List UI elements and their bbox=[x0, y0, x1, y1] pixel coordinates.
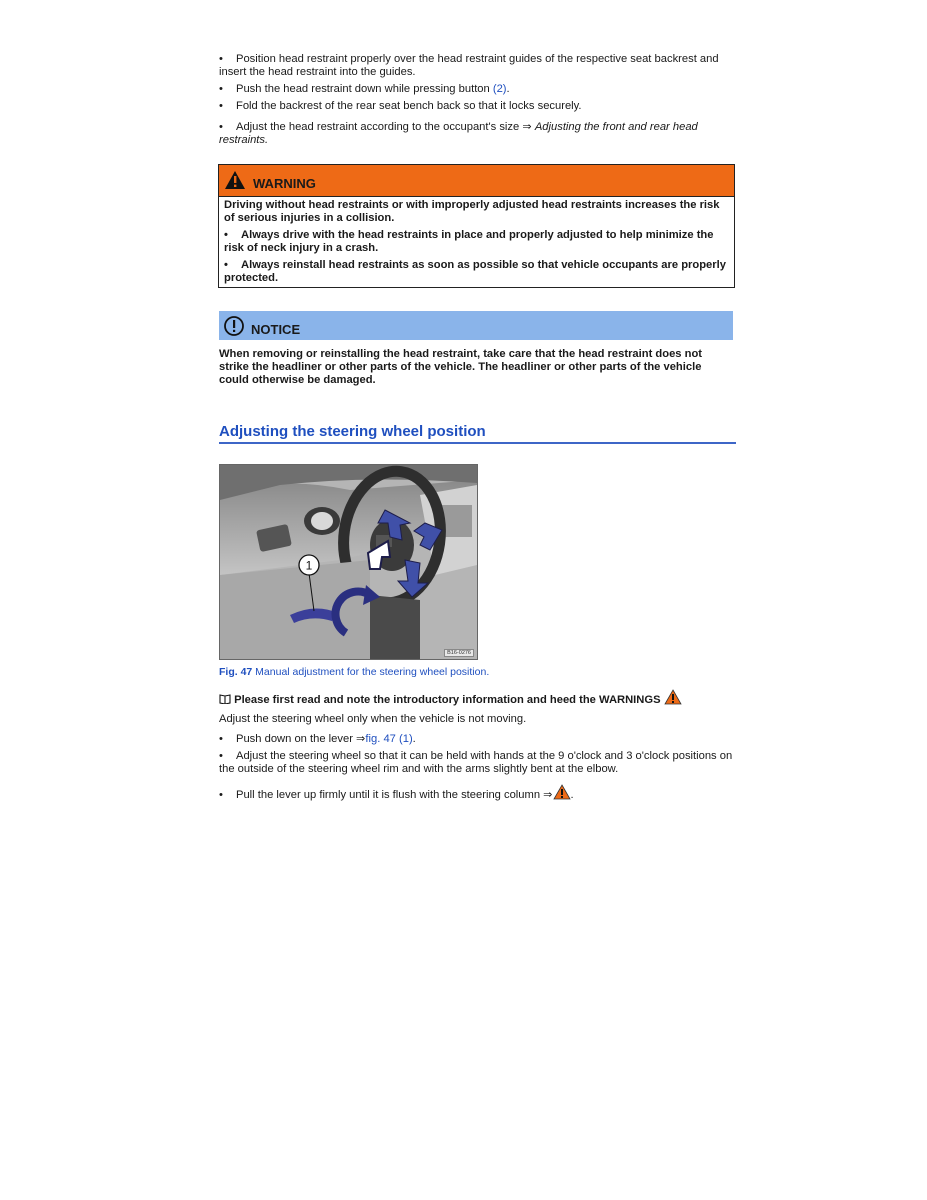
list-item: • Position head restraint properly over the head restraint guides of the respective seat backrest and insert the head restraint into the guides. bbox=[219, 53, 719, 78]
steering-wheel-illustration bbox=[220, 465, 477, 659]
section-heading: Adjusting the steering wheel position bbox=[219, 423, 736, 444]
notice-body bbox=[219, 348, 734, 387]
warning-box bbox=[218, 164, 735, 288]
warning-triangle-icon[interactable] bbox=[553, 784, 571, 800]
notice-header bbox=[219, 311, 733, 340]
intro-read-line bbox=[219, 689, 735, 726]
caption-text: Manual adjustment for the steering wheel position. bbox=[252, 666, 490, 678]
list-item: • Adjust the head restraint according to the occupant's size ⇒ Adjusting the front and rear head restraints. bbox=[219, 121, 698, 146]
figure-code: B16-0276 bbox=[444, 649, 474, 657]
list-item: • Adjust the steering wheel so that it can be held with hands at the 9 o'clock and 3 o'clock positions on the outside of the steering wheel rim and with the arms slightly bent at the elbow. bbox=[219, 750, 733, 775]
warning-item: • Always reinstall head restraints as soon as possible so that vehicle occupants are properly protected. bbox=[224, 259, 726, 284]
restraint-install-steps bbox=[219, 53, 735, 147]
notice-title: NOTICE bbox=[251, 322, 301, 337]
warning-item: • Always drive with the head restraints in place and properly adjusted to help minimize the risk of neck injury in a crash. bbox=[224, 229, 714, 254]
book-icon bbox=[219, 694, 231, 704]
list-item: • Pull the lever up firmly until it is flush with the steering column ⇒ . bbox=[219, 784, 735, 802]
fig-47-link[interactable]: fig. 47 (1) bbox=[365, 733, 413, 745]
warning-title: WARNING bbox=[253, 176, 316, 191]
adjust-restraints-link[interactable]: Adjusting the front and rear head restraints. bbox=[219, 121, 698, 146]
steering-steps bbox=[219, 733, 735, 802]
notice-exclamation-icon bbox=[223, 315, 245, 337]
caption-label: Fig. 47 bbox=[219, 666, 253, 678]
list-item: • Push down on the lever ⇒fig. 47 (1). bbox=[219, 733, 416, 745]
warning-intro: Driving without head restraints or with improperly adjusted head restraints increases the risk of serious injuries in a collision. bbox=[224, 199, 720, 224]
notice-text: When removing or reinstalling the head restraint, take care that the head restraint does not strike the headliner or other parts of the vehicle. The headliner or other parts of the vehicle could otherwise be damaged. bbox=[219, 348, 703, 386]
button-2-link[interactable]: (2) bbox=[492, 83, 507, 95]
callout-number: 1 bbox=[305, 558, 313, 573]
warning-triangle-icon bbox=[224, 170, 246, 190]
steering-wheel-figure bbox=[219, 464, 478, 660]
warning-header bbox=[219, 165, 734, 197]
list-item: • Push the head restraint down while pressing button (2). bbox=[219, 83, 510, 95]
list-item: • Fold the backrest of the rear seat bench back so that it locks securely. bbox=[219, 100, 582, 112]
warning-body bbox=[219, 197, 734, 285]
intro-note: Adjust the steering wheel only when the vehicle is not moving. bbox=[219, 713, 527, 725]
figure-caption bbox=[219, 666, 735, 678]
intro-read-text: Please first read and note the introductory information and heed the WARNINGS bbox=[234, 694, 661, 706]
warning-triangle-icon[interactable] bbox=[664, 689, 682, 705]
